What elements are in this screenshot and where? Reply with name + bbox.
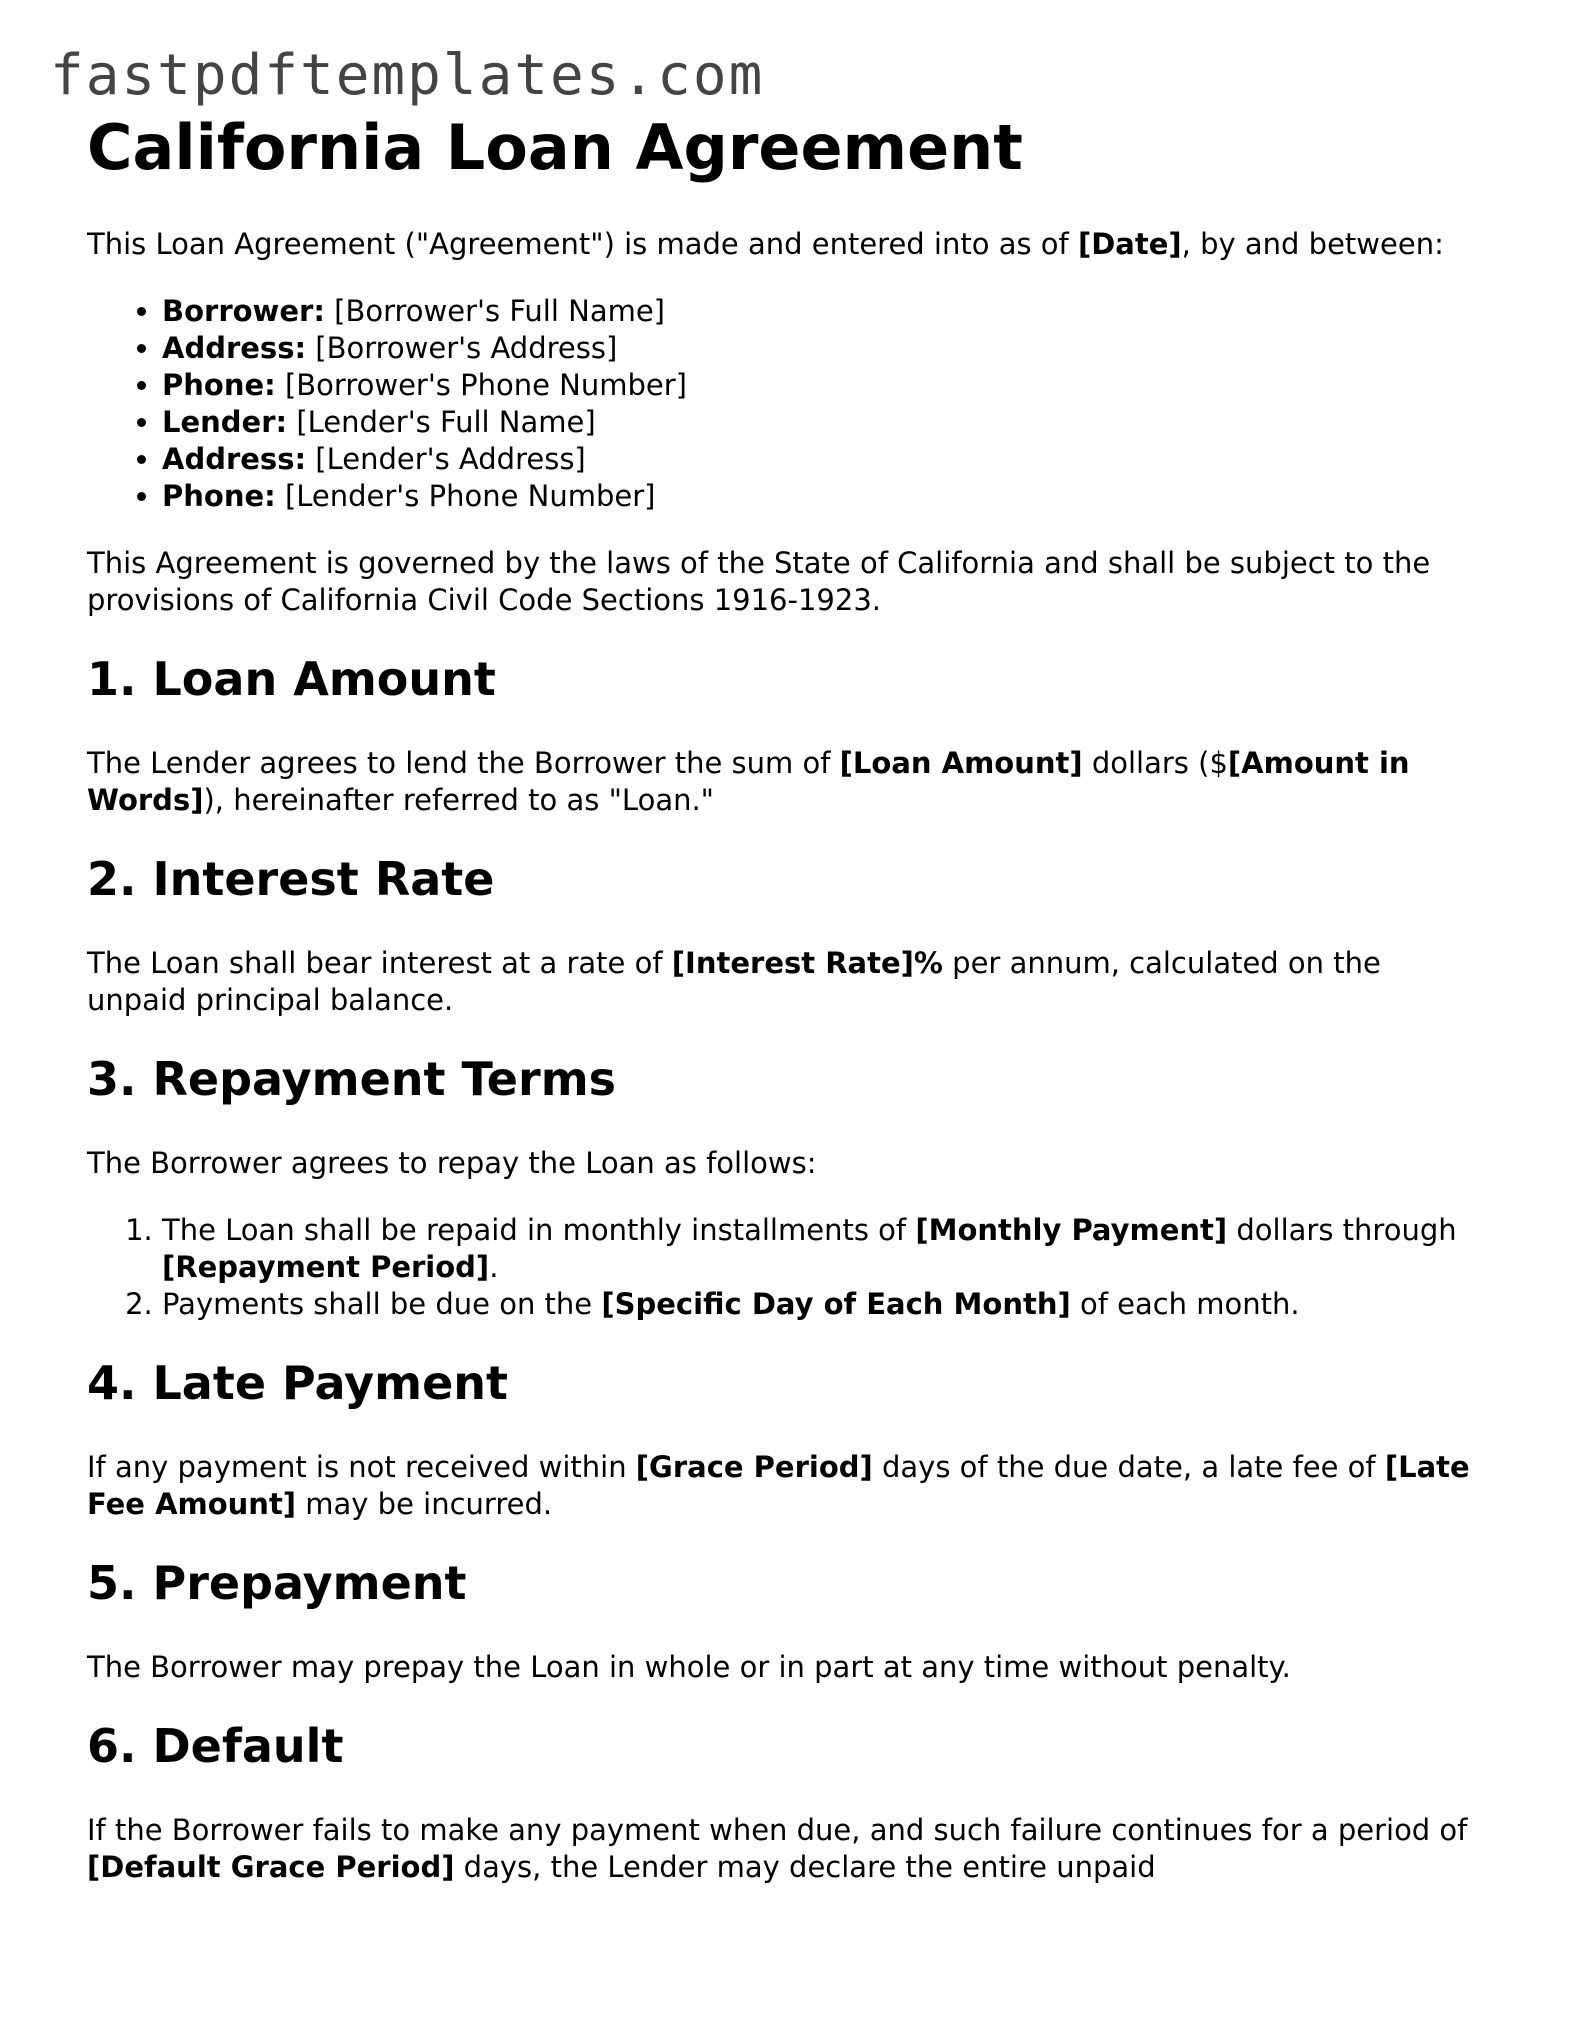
page-title: California Loan Agreement (87, 111, 1023, 184)
late-fee-placeholder: [Late Fee Amount] (87, 1450, 1470, 1521)
intro-paragraph (87, 226, 1487, 263)
grace-period-placeholder: [Grace Period] (635, 1450, 873, 1484)
text-run: days, the Lender may declare the entire unpaid (454, 1850, 1156, 1884)
intro-text-2: , by and between: (1181, 227, 1444, 261)
party-label: Lender: (162, 405, 288, 439)
list-item (162, 1286, 1487, 1323)
text-run: The Loan shall be repaid in monthly installments of (162, 1213, 916, 1247)
list-item (162, 1212, 1487, 1286)
date-placeholder: [Date] (1077, 227, 1182, 261)
governing-law-paragraph: This Agreement is governed by the laws of the State of California and shall be subject to the provisions of California Civil Code Sections 1916-1923. (87, 546, 1431, 617)
text-run: of each month. (1070, 1287, 1300, 1321)
parties-list (87, 293, 1487, 515)
party-value: [Borrower's Address] (306, 331, 618, 365)
repayment-intro: The Borrower agrees to repay the Loan as follows: (87, 1146, 817, 1180)
text-run: dollars ($ (1082, 746, 1228, 780)
section-heading-prepayment: 5. Prepayment (87, 1556, 467, 1610)
section-heading-loan-amount: 1. Loan Amount (87, 652, 496, 706)
default-grace-period-placeholder: [Default Grace Period] (87, 1850, 455, 1884)
list-item (162, 330, 1487, 367)
monthly-payment-placeholder: [Monthly Payment] (915, 1213, 1228, 1247)
due-day-placeholder: [Specific Day of Each Month] (601, 1287, 1071, 1321)
list-item (162, 367, 1487, 404)
party-value: [Borrower's Full Name] (324, 294, 665, 328)
text-run: The Loan shall bear interest at a rate of (87, 946, 672, 980)
amount-in-words-placeholder: [Amount in Words] (87, 746, 1410, 817)
text-run: If any payment is not received within (87, 1450, 636, 1484)
section-heading-interest-rate: 2. Interest Rate (87, 852, 495, 906)
text-run: may be incurred. (296, 1487, 553, 1521)
party-label: Phone: (162, 368, 276, 402)
party-label: Address: (162, 442, 307, 476)
text-run: . (489, 1250, 499, 1284)
prepayment-paragraph: The Borrower may prepay the Loan in whole or in part at any time without penalty. (87, 1650, 1291, 1684)
default-paragraph (87, 1812, 1487, 1886)
text-run: days of the due date, a late fee of (872, 1450, 1385, 1484)
late-payment-paragraph (87, 1449, 1487, 1523)
list-item (162, 478, 1487, 515)
loan-amount-placeholder: [Loan Amount] (839, 746, 1083, 780)
section-heading-late-payment: 4. Late Payment (87, 1356, 509, 1410)
list-item (162, 441, 1487, 478)
party-value: [Lender's Address] (306, 442, 586, 476)
text-run: Payments shall be due on the (162, 1287, 602, 1321)
party-label: Address: (162, 331, 307, 365)
section-heading-default: 6. Default (87, 1719, 344, 1773)
party-label: Borrower: (162, 294, 325, 328)
interest-rate-paragraph (87, 945, 1487, 1019)
section-heading-repayment-terms: 3. Repayment Terms (87, 1052, 616, 1106)
party-value: [Borrower's Phone Number] (275, 368, 687, 402)
text-run: The Lender agrees to lend the Borrower the sum of (87, 746, 840, 780)
repayment-list (87, 1212, 1487, 1323)
list-item (162, 404, 1487, 441)
intro-text-1: This Loan Agreement ("Agreement") is made and entered into as of (87, 227, 1078, 261)
text-run: ), hereinafter referred to as "Loan." (203, 783, 715, 817)
text-run: per annum, calculated on the unpaid principal balance. (87, 946, 1381, 1017)
list-item (162, 293, 1487, 330)
party-label: Phone: (162, 479, 276, 513)
text-run: dollars through (1227, 1213, 1457, 1247)
party-value: [Lender's Full Name] (287, 405, 596, 439)
watermark: fastpdftemplates.com (50, 43, 765, 108)
document-body (87, 108, 1487, 1916)
party-value: [Lender's Phone Number] (275, 479, 656, 513)
repayment-period-placeholder: [Repayment Period] (162, 1250, 490, 1284)
loan-amount-paragraph (87, 745, 1487, 819)
interest-rate-placeholder: [Interest Rate]% (671, 946, 943, 980)
text-run: If the Borrower fails to make any payment when due, and such failure continues for a period of (87, 1813, 1468, 1847)
